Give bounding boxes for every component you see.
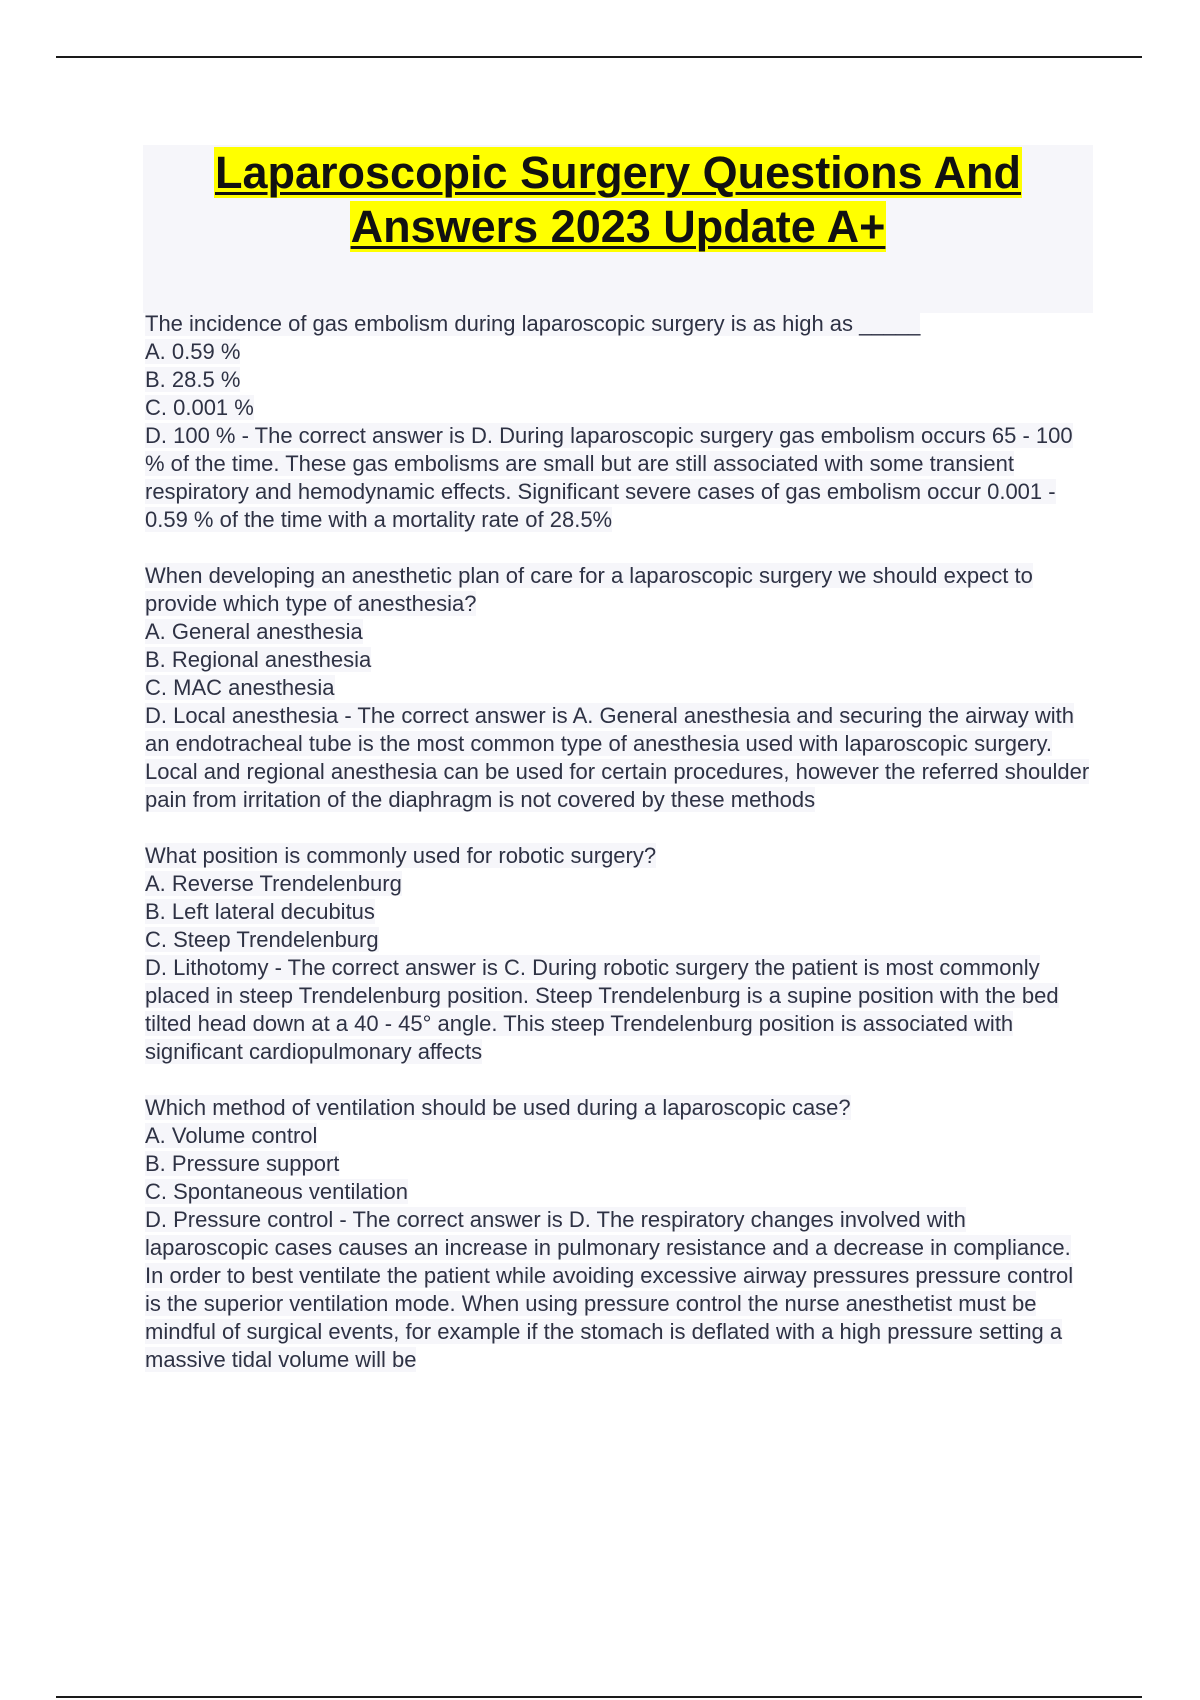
answer-option: A. Reverse Trendelenburg xyxy=(145,871,402,896)
document-title xyxy=(143,146,1093,254)
answer-option: B. Pressure support xyxy=(145,1151,340,1176)
question-text: What position is commonly used for robotic surgery? xyxy=(145,843,657,868)
answer-option: B. 28.5 % xyxy=(145,367,241,392)
question-text: The incidence of gas embolism during laparoscopic surgery is as high as _____ xyxy=(145,311,921,336)
answer-option: A. Volume control xyxy=(145,1123,318,1148)
answer-explanation: D. Local anesthesia - The correct answer is A. General anesthesia and securing the airway with an endotracheal tube is the most common type of anesthesia used with laparoscopic surgery. Local and regional anesthesia can be used for certain procedures, however the referred shoulder pain from irritation of the diaphragm is not covered by these methods xyxy=(145,703,1090,812)
answer-option: C. MAC anesthesia xyxy=(145,675,335,700)
bottom-rule xyxy=(56,1696,1142,1698)
answer-explanation: D. Pressure control - The correct answer is D. The respiratory changes involved with laparoscopic cases causes an increase in pulmonary resistance and a decrease in compliance. In order to best ventilate the patient while avoiding excessive airway pressures pressure control is the superior ventilation mode. When using pressure control the nurse anesthetist must be mindful of surgical events, for example if the stomach is deflated with a high pressure setting a massive tidal volume will be xyxy=(145,1207,1074,1372)
answer-explanation: D. 100 % - The correct answer is D. During laparoscopic surgery gas embolism occurs 65 - 100 % of the time. These gas embolisms are small but are still associated with some transient respiratory and hemodynamic effects. Significant severe cases of gas embolism occur 0.001 - 0.59 % of the time with a mortality rate of 28.5% xyxy=(145,423,1073,532)
question-text: When developing an anesthetic plan of care for a laparoscopic surgery we should expect to provide which type of anesthesia? xyxy=(145,563,1033,616)
question-text: Which method of ventilation should be used during a laparoscopic case? xyxy=(145,1095,851,1120)
questions-list xyxy=(145,310,1090,1402)
answer-option: C. 0.001 % xyxy=(145,395,254,420)
question-block xyxy=(145,562,1090,814)
question-block xyxy=(145,1094,1090,1374)
answer-option: A. 0.59 % xyxy=(145,339,241,364)
answer-option: A. General anesthesia xyxy=(145,619,363,644)
title-line-1: Laparoscopic Surgery Questions And xyxy=(214,147,1021,198)
top-rule xyxy=(56,56,1142,58)
question-block xyxy=(145,310,1090,534)
answer-option: B. Regional anesthesia xyxy=(145,647,372,672)
answer-explanation: D. Lithotomy - The correct answer is C. During robotic surgery the patient is most commonly placed in steep Trendelenburg position. Steep Trendelenburg is a supine position with the bed tilted head down at a 40 - 45° angle. This steep Trendelenburg position is associated with significant cardiopulmonary affects xyxy=(145,955,1059,1064)
answer-option: C. Spontaneous ventilation xyxy=(145,1179,408,1204)
question-block xyxy=(145,842,1090,1066)
title-line-2: Answers 2023 Update A+ xyxy=(350,201,886,252)
answer-option: C. Steep Trendelenburg xyxy=(145,927,379,952)
answer-option: B. Left lateral decubitus xyxy=(145,899,375,924)
